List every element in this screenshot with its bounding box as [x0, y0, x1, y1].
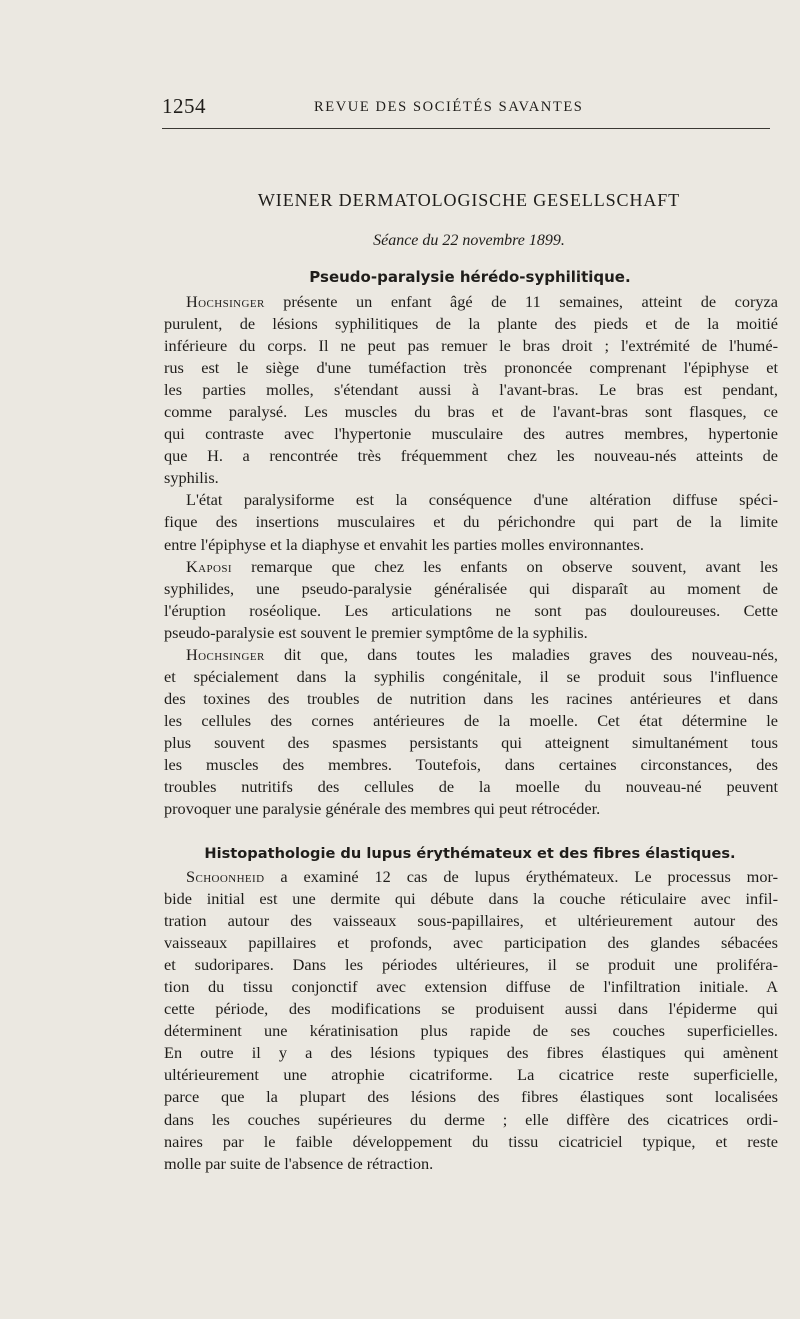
line-text: troubles nutritifs des cellules de la moelle du nouveau-né peuvent — [164, 777, 778, 797]
line-text: vaisseaux papillaires et profonds, avec participation des glandes sébacées — [164, 933, 778, 953]
line-text: déterminent une kératinisation plus rapide de ses couches superficielles. — [164, 1021, 778, 1041]
text-line — [164, 754, 778, 776]
text-line — [164, 688, 778, 710]
line-text: ultérieurement une atrophie cicatriforme. La cicatrice reste superficielle, — [164, 1065, 778, 1085]
line-text: syphilis. — [164, 468, 219, 488]
line-text: dit que, dans toutes les maladies graves des nouveau-nés, — [264, 644, 778, 664]
line-text: comme paralysé. Les muscles du bras et de l'avant-bras sont flasques, ce — [164, 402, 778, 422]
line-text: tion du tissu conjonctif avec extension diffuse de l'infiltration initiale. A — [164, 977, 778, 997]
text-line — [164, 600, 778, 622]
section-heading-histopathologie: Histopathologie du lupus érythémateux et des fibres élastiques. — [204, 845, 736, 862]
line-text: l'éruption roséolique. Les articulations ne sont pas douloureuses. Cette — [164, 600, 778, 620]
text-line — [164, 666, 778, 688]
text-line — [164, 1109, 778, 1131]
session-date: Séance du 22 novembre 1899. — [373, 232, 565, 249]
text-line — [164, 732, 778, 754]
line-text: naires par le faible développement du tissu cicatriciel typique, et reste — [164, 1131, 778, 1151]
line-text: et spécialement dans la syphilis congénitale, il se produit sous l'influence — [164, 666, 778, 686]
text-line — [164, 335, 778, 357]
line-text: En outre il y a des lésions typiques des fibres élastiques qui amènent — [164, 1043, 778, 1063]
text-line — [164, 776, 778, 798]
text-line — [164, 932, 778, 954]
text-line — [164, 1086, 778, 1108]
text-line — [164, 798, 778, 820]
line-text: que H. a rencontrée très fréquemment chez les nouveau-nés atteints de — [164, 446, 778, 466]
running-head: REVUE DES SOCIÉTÉS SAVANTES — [314, 99, 584, 115]
text-line — [164, 710, 778, 732]
text-line — [164, 1064, 778, 1086]
text-line — [164, 534, 778, 556]
line-text: les parties molles, s'étendant aussi à l'avant-bras. Le bras est pendant, — [164, 380, 778, 400]
text-line — [164, 313, 778, 335]
text-line — [164, 379, 778, 401]
text-line — [164, 291, 778, 313]
header-rule — [162, 128, 770, 129]
line-text: pseudo-paralysie est souvent le premier symptôme de la syphilis. — [164, 622, 588, 642]
text-line — [164, 578, 778, 600]
line-text: a examiné 12 cas de lupus érythémateux. Le processus mor- — [264, 867, 778, 886]
text-line — [164, 401, 778, 423]
text-line — [164, 489, 778, 511]
text-line — [164, 866, 778, 888]
society-title: WIENER DERMATOLOGISCHE GESELLSCHAFT — [257, 190, 681, 210]
line-text: les muscles des membres. Toutefois, dans certaines circonstances, des — [164, 754, 778, 774]
line-text: dans les couches supérieures du derme ; elle diffère des cicatrices ordi- — [164, 1109, 778, 1129]
line-text: bide initial est une dermite qui débute dans la couche réticulaire avec infil- — [164, 889, 778, 909]
text-line — [164, 888, 778, 910]
text-line — [164, 1042, 778, 1064]
line-text: remarque que chez les enfants on observe souvent, avant les — [231, 556, 778, 576]
section-body-pseudo-paralysie — [164, 291, 778, 820]
text-line — [164, 622, 778, 644]
text-line — [164, 1131, 778, 1153]
line-text: provoquer une paralysie générale des membres qui peut rétrocéder. — [164, 799, 601, 819]
page-number: 1254 — [162, 94, 206, 118]
line-text: tration autour des vaisseaux sous-papillaires, et ultérieurement autour des — [164, 911, 778, 931]
line-text: fique des insertions musculaires et du périchondre qui part de la limite — [164, 512, 778, 532]
text-line — [164, 357, 778, 379]
line-text: qui contraste avec l'hypertonie musculaire des autres membres, hypertonie — [164, 424, 778, 444]
text-line — [164, 445, 778, 467]
section-heading-pseudo-paralysie: Pseudo-paralysie hérédo-syphilitique. — [309, 268, 631, 286]
text-line — [164, 511, 778, 533]
text-line — [164, 467, 778, 489]
author-name: Schoonheid — [186, 867, 265, 886]
line-text: entre l'épiphyse et la diaphyse et envahit les parties molles environnantes. — [164, 534, 644, 554]
text-line — [164, 1153, 778, 1175]
text-line — [164, 954, 778, 976]
author-name: Kaposi — [186, 556, 232, 576]
line-text: et sudoripares. Dans les périodes ultérieures, il se produit une proliféra- — [164, 955, 778, 975]
line-text: plus souvent des spasmes persistants qui atteignent simultanément tous — [164, 732, 778, 752]
author-name: Hochsinger — [186, 644, 265, 664]
text-line — [164, 998, 778, 1020]
text-line — [164, 423, 778, 445]
line-text: syphilides, une pseudo-paralysie généralisée qui disparaît au moment de — [164, 578, 778, 598]
text-line — [164, 976, 778, 998]
line-text: parce que la plupart des lésions des fibres élastiques sont localisées — [164, 1087, 778, 1107]
text-line — [164, 910, 778, 932]
line-text: molle par suite de l'absence de rétraction. — [164, 1153, 434, 1173]
page-header — [162, 94, 772, 118]
line-text: cette période, des modifications se produisent aussi dans l'épiderme qui — [164, 999, 778, 1019]
text-line — [164, 644, 778, 666]
line-text: présente un enfant âgé de 11 semaines, atteint de coryza — [264, 292, 778, 311]
line-text: inférieure du corps. Il ne peut pas remuer le bras droit ; l'extrémité de l'humé- — [164, 336, 778, 356]
line-text: purulent, de lésions syphilitiques de la plante des pieds et de la moitié — [164, 314, 778, 334]
line-text: des toxines des troubles de nutrition dans les racines antérieures et dans — [164, 688, 778, 708]
line-text: les cellules des cornes antérieures de la moelle. Cet état détermine le — [164, 710, 778, 730]
line-text: rus est le siège d'une tuméfaction très prononcée comprenant l'épiphyse et — [164, 358, 778, 378]
text-line — [164, 556, 778, 578]
text-line — [164, 1020, 778, 1042]
line-text: L'état paralysiforme est la conséquence d'une altération diffuse spéci- — [186, 490, 778, 510]
author-name: Hochsinger — [186, 292, 265, 311]
section-body-histopathologie — [164, 866, 778, 1175]
